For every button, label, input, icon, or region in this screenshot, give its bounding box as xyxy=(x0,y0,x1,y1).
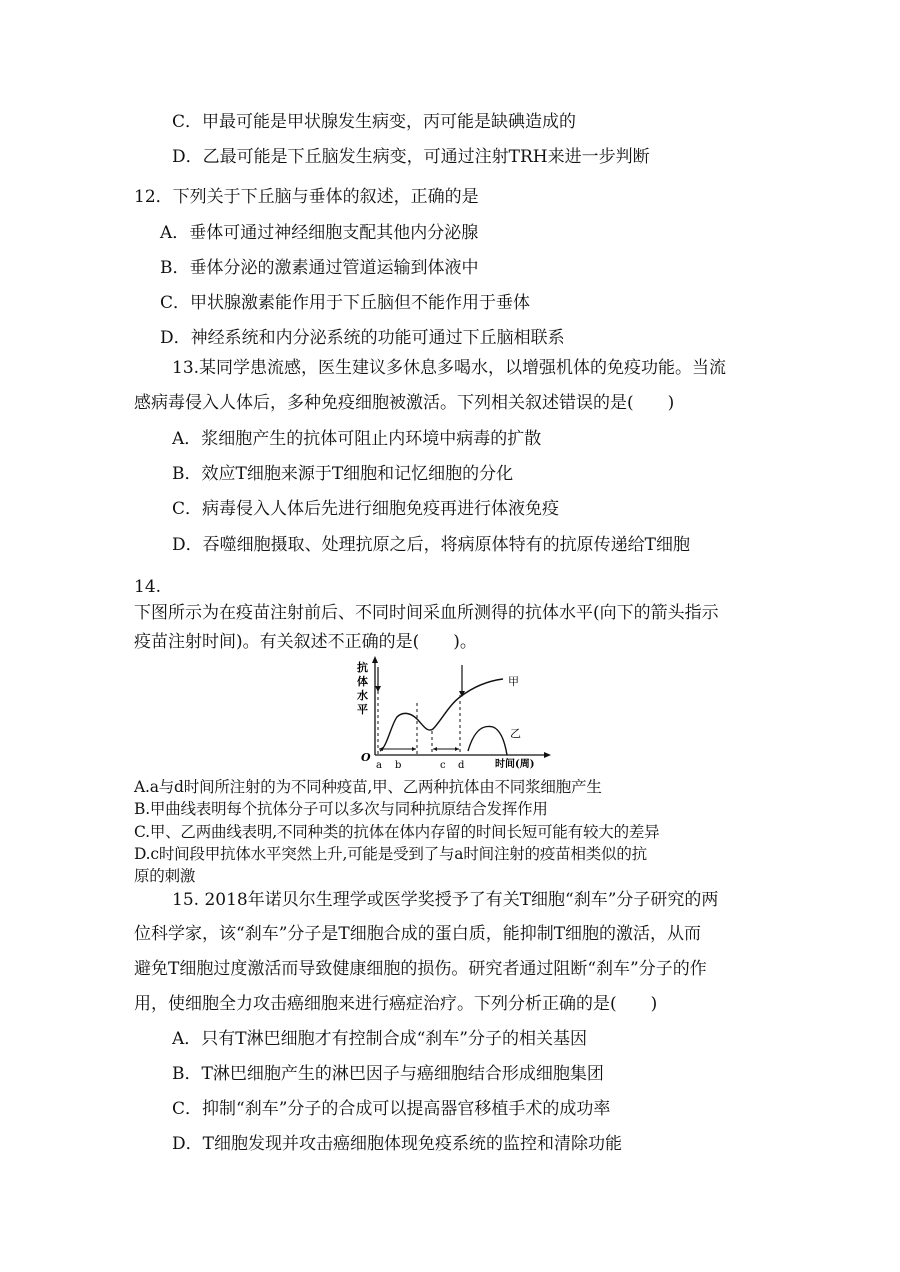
injection-arrowhead-a xyxy=(375,686,381,692)
curve-jia xyxy=(380,679,503,751)
tick-c: c xyxy=(440,760,446,771)
curve-jia-label: 甲 xyxy=(508,675,519,688)
q13-option-c: C．病毒侵入人体后先进行细胞免疫再进行体液免疫 xyxy=(172,499,560,519)
q15-stem-line1: 15. 2018年诺贝尔生理学或医学奖授予了有关T细胞“刹车”分子研究的两 xyxy=(172,890,719,910)
q12-option-d: D．神经系统和内分泌系统的功能可通过下丘脑相联系 xyxy=(160,328,565,348)
q14-option-a: A.a与d时间所注射的为不同种疫苗,甲、乙两种抗体由不同浆细胞产生 xyxy=(134,778,602,796)
interval-cd-right-arrow xyxy=(455,747,459,751)
q15-option-b: B．T淋巴细胞产生的淋巴因子与癌细胞结合形成细胞集团 xyxy=(172,1064,604,1084)
q15-stem-line2: 位科学家，该“刹车”分子是T细胞合成的蛋白质，能抑制T细胞的激活，从而 xyxy=(134,924,702,944)
antibody-level-graph xyxy=(335,655,555,775)
x-axis-arrow xyxy=(544,752,551,758)
curve-yi-label: 乙 xyxy=(510,727,521,740)
q12-stem: 12．下列关于下丘脑与垂体的叙述，正确的是 xyxy=(134,187,479,207)
q14-stem-line2: 疫苗注射时间)。有关叙述不正确的是( )。 xyxy=(134,632,477,652)
q12-option-a: A．垂体可通过神经细胞支配其他内分泌腺 xyxy=(160,223,479,243)
q12-option-c: C．甲状腺激素能作用于下丘脑但不能作用于垂体 xyxy=(160,293,531,313)
q15-option-d: D．T细胞发现并攻击癌细胞体现免疫系统的监控和清除功能 xyxy=(172,1134,622,1154)
q13-stem-line2: 感病毒侵入人体后，多种免疫细胞被激活。下列相关叙述错误的是( ) xyxy=(134,393,675,413)
y-axis-arrow xyxy=(372,656,378,663)
tick-a: a xyxy=(376,760,382,771)
origin-label: O xyxy=(361,751,371,764)
q15-option-a: A．只有T淋巴细胞才有控制合成“刹车”分子的相关基因 xyxy=(172,1029,587,1049)
q12-option-b: B．垂体分泌的激素通过管道运输到体液中 xyxy=(160,258,479,278)
q13-option-d: D．吞噬细胞摄取、处理抗原之后，将病原体特有的抗原传递给T细胞 xyxy=(172,535,690,555)
y-label-char-1: 抗 xyxy=(357,661,368,674)
q15-option-c: C．抑制“刹车”分子的合成可以提高器官移植手术的成功率 xyxy=(172,1099,611,1119)
q15-stem-line3: 避免T细胞过度激活而导致健康细胞的损伤。研究者通过阻断“刹车”分子的作 xyxy=(134,959,707,979)
q14-number: 14. xyxy=(134,577,162,597)
tick-b: b xyxy=(395,760,402,771)
q11-option-d: D．乙最可能是下丘脑发生病变，可通过注射TRH来进一步判断 xyxy=(172,147,650,167)
interval-cd-left-arrow xyxy=(433,747,437,751)
q14-option-d-line1: D.c时间段甲抗体水平突然上升,可能是受到了与a时间注射的疫苗相类似的抗 xyxy=(134,845,647,863)
q14-option-b: B.甲曲线表明每个抗体分子可以多次与同种抗原结合发挥作用 xyxy=(134,800,548,818)
y-label-char-2: 体 xyxy=(357,675,368,688)
y-label-char-3: 水 xyxy=(357,689,368,702)
y-label-char-4: 平 xyxy=(357,703,368,716)
interval-ab-right-arrow xyxy=(412,747,416,751)
x-axis-label: 时间(周) xyxy=(495,759,535,770)
q11-option-c: C．甲最可能是甲状腺发生病变，丙可能是缺碘造成的 xyxy=(172,112,577,132)
tick-d: d xyxy=(458,760,465,771)
q14-option-c: C.甲、乙两曲线表明,不同种类的抗体在体内存留的时间长短可能有较大的差异 xyxy=(134,823,660,841)
q13-stem-line1: 13.某同学患流感，医生建议多休息多喝水，以增强机体的免疫功能。当流 xyxy=(172,358,727,378)
q15-stem-line4: 用，使细胞全力攻击癌细胞来进行癌症治疗。下列分析正确的是( ) xyxy=(134,994,658,1014)
q13-option-a: A．浆细胞产生的抗体可阻止内环境中病毒的扩散 xyxy=(172,429,542,449)
curve-yi xyxy=(468,726,507,755)
q14-option-d-line2: 原的刺激 xyxy=(134,867,196,885)
q14-stem-line1: 下图所示为在疫苗注射前后、不同时间采血所测得的抗体水平(向下的箭头指示 xyxy=(134,603,719,623)
q13-option-b: B．效应T细胞来源于T细胞和记忆细胞的分化 xyxy=(172,464,514,484)
